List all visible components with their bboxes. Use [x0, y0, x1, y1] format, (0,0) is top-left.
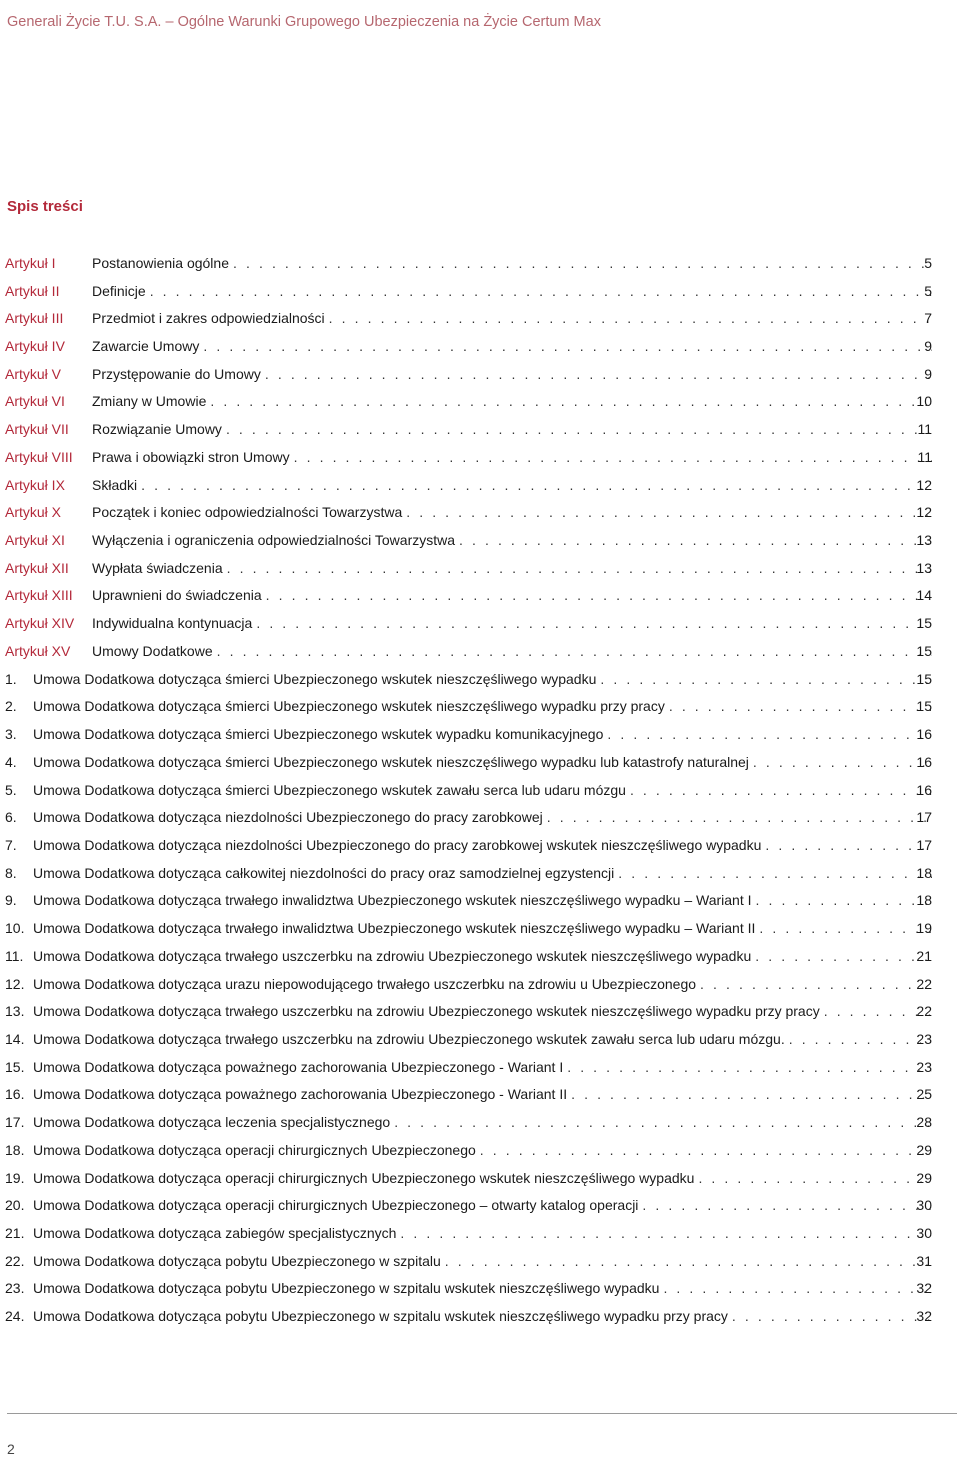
toc-entry-title: Indywidualna kontynuacja: [92, 615, 253, 632]
toc-entry-addendum[interactable]: [0, 1053, 960, 1081]
toc-title: Spis treści: [7, 198, 83, 215]
toc-entry-addendum[interactable]: [0, 859, 960, 887]
toc-entry-title: Umowa Dodatkowa dotycząca trwałego uszczerbku na zdrowiu Ubezpieczonego wskutek zawału serca lub udaru mózgu.: [33, 1031, 785, 1047]
toc-entry-line: [92, 587, 932, 603]
toc-entry-line: [33, 865, 932, 881]
toc-entry-page: 15: [916, 642, 932, 659]
toc-entry-label: Artykuł VI: [5, 393, 65, 410]
toc-entry-page: 15: [916, 670, 932, 687]
toc-dot-leader: [400, 1225, 932, 1241]
toc-entry-article[interactable]: [0, 415, 960, 443]
toc-entry-title: Umowa Dodatkowa dotycząca poważnego zachorowania Ubezpieczonego - Wariant I: [33, 1058, 564, 1075]
toc-dot-leader: [445, 1253, 932, 1269]
toc-entry-line: [33, 782, 932, 798]
toc-entry-line: [33, 1003, 932, 1019]
toc-entry-line: [92, 560, 932, 576]
toc-entry-label: 24.: [5, 1308, 25, 1325]
toc-dot-leader: [607, 726, 932, 742]
toc-dot-leader: [698, 1170, 932, 1186]
toc-entry-page: 12: [916, 504, 932, 521]
toc-entry-article[interactable]: [0, 360, 960, 388]
toc-entry-line: [92, 477, 932, 493]
toc-entry-title: Umowa Dodatkowa dotycząca operacji chirurgicznych Ubezpieczonego: [33, 1141, 476, 1158]
toc-entry-article[interactable]: [0, 609, 960, 637]
toc-dot-leader: [329, 310, 932, 326]
toc-entry-label: 3.: [5, 726, 17, 743]
toc-dot-leader: [265, 366, 932, 382]
toc-entry-label: Artykuł III: [5, 310, 64, 327]
toc-entry-label: Artykuł IX: [5, 476, 65, 493]
toc-entry-title: Przedmiot i zakres odpowiedzialności: [92, 310, 325, 327]
toc-entry-label: Artykuł XV: [5, 642, 71, 659]
toc-entry-addendum[interactable]: [0, 665, 960, 693]
toc-dot-leader: [203, 338, 932, 354]
toc-entry-label: 2.: [5, 698, 17, 715]
toc-entry-addendum[interactable]: [0, 1108, 960, 1136]
toc-entry-label: 22.: [5, 1252, 25, 1269]
toc-entry-title: Umowa Dodatkowa dotycząca śmierci Ubezpieczonego wskutek nieszczęśliwego wypadku lub katastrofy naturalnej: [33, 753, 749, 770]
toc-entry-page: 16: [916, 753, 932, 770]
toc-entry-title: Umowa Dodatkowa dotycząca leczenia specjalistycznego: [33, 1114, 391, 1131]
toc-entry-title: Zawarcie Umowy: [92, 338, 200, 354]
toc-entry-title: Umowa Dodatkowa dotycząca operacji chirurgicznych Ubezpieczonego – otwarty katalog operacji: [33, 1197, 639, 1214]
toc-entry-label: 19.: [5, 1169, 25, 1186]
toc-entry-article[interactable]: [0, 471, 960, 499]
toc-entry-article[interactable]: [0, 277, 960, 305]
toc-entry-addendum[interactable]: [0, 720, 960, 748]
toc-entry-page: 17: [916, 836, 932, 853]
toc-entry-label: 11.: [5, 947, 24, 964]
toc-entry-addendum[interactable]: [0, 831, 960, 859]
toc-entry-label: 20.: [5, 1197, 25, 1214]
toc-entry-label: 13.: [5, 1003, 25, 1020]
toc-entry-title: Postanowienia ogólne: [92, 254, 229, 271]
toc-entry-page: 16: [916, 781, 932, 798]
toc-entry-title: Składki: [92, 476, 138, 493]
toc-entry-page: 28: [916, 1114, 932, 1131]
toc-entry-line: [33, 1197, 932, 1213]
toc-entry-title: Umowa Dodatkowa dotycząca trwałego uszczerbku na zdrowiu Ubezpieczonego wskutek nieszczęśliwego wypadku: [33, 947, 752, 964]
toc-entry-page: 32: [916, 1280, 932, 1297]
toc-entry-label: Artykuł I: [5, 254, 56, 271]
toc-entry-line: [33, 1225, 932, 1241]
toc-entry-line: [92, 532, 932, 548]
toc-entry-page: 17: [916, 809, 932, 826]
toc-entry-line: [33, 671, 932, 687]
toc-dot-leader: [256, 615, 932, 631]
toc-entry-addendum[interactable]: [0, 1275, 960, 1303]
toc-entry-page: 13: [916, 532, 932, 549]
toc-entry-label: 7.: [5, 836, 17, 853]
toc-entry-label: 10.: [5, 920, 25, 937]
toc-entry-label: Artykuł IV: [5, 338, 65, 354]
toc-entry-label: Artykuł XI: [5, 532, 65, 549]
toc-entry-line: [92, 366, 932, 382]
toc-entry-page: 9: [924, 338, 932, 354]
toc-entry-title: Umowa Dodatkowa dotycząca urazu niepowodującego trwałego uszczerbku na zdrowiu u Ubezpieczonego: [33, 975, 697, 992]
toc-entry-line: [33, 1086, 932, 1102]
toc-dot-leader: [459, 532, 932, 548]
toc-entry-line: [33, 698, 932, 714]
toc-dot-leader: [226, 421, 932, 437]
toc-entry-article[interactable]: [0, 498, 960, 526]
toc-entry-article[interactable]: [0, 443, 960, 471]
toc-entry-label: Artykuł VII: [5, 421, 69, 438]
toc-dot-leader: [394, 1114, 932, 1130]
toc-entry-label: Artykuł X: [5, 504, 62, 521]
toc-entry-title: Umowa Dodatkowa dotycząca pobytu Ubezpieczonego w szpitalu wskutek nieszczęśliwego wypadku przy pracy: [33, 1308, 728, 1325]
toc-entry-line: [92, 421, 932, 437]
toc-entry-label: 23.: [5, 1280, 25, 1297]
toc-entry-page: 15: [916, 698, 932, 715]
toc-dot-leader: [547, 809, 932, 825]
toc-entry-line: [92, 283, 932, 299]
toc-entry-page: 21: [916, 947, 932, 964]
toc-entry-page: 29: [916, 1141, 932, 1158]
toc-entry-page: 18: [916, 864, 932, 881]
toc-entry-article[interactable]: [0, 388, 960, 416]
toc-entry-addendum[interactable]: [0, 997, 960, 1025]
toc-entry-page: 18: [916, 892, 932, 909]
toc-entry-addendum[interactable]: [0, 914, 960, 942]
toc-entry-line: [33, 726, 932, 742]
toc-entry-line: [33, 976, 932, 992]
toc-entry-line: [33, 1308, 932, 1324]
toc-entry-line: [33, 948, 932, 964]
toc-entry-page: 30: [916, 1197, 932, 1214]
toc-dot-leader: [150, 283, 932, 299]
toc-entry-label: 16.: [5, 1086, 25, 1103]
toc-entry-title: Umowa Dodatkowa dotycząca trwałego inwalidztwa Ubezpieczonego wskutek nieszczęśliwego wypadku – Wariant I: [33, 892, 752, 909]
toc-entry-article[interactable]: [0, 249, 960, 277]
toc-entry-title: Umowa Dodatkowa dotycząca zabiegów specjalistycznych: [33, 1225, 397, 1242]
toc-entry-label: Artykuł II: [5, 282, 60, 299]
toc-entry-title: Umowa Dodatkowa dotycząca poważnego zachorowania Ubezpieczonego - Wariant II: [33, 1086, 568, 1103]
toc-entry-label: Artykuł XIII: [5, 587, 73, 604]
toc-entry-line: [92, 393, 932, 409]
toc-entry-addendum[interactable]: [0, 693, 960, 721]
toc-dot-leader: [700, 976, 932, 992]
toc-entry-title: Umowa Dodatkowa dotycząca śmierci Ubezpieczonego wskutek wypadku komunikacyjnego: [33, 726, 604, 743]
toc-entry-title: Umowa Dodatkowa dotycząca śmierci Ubezpieczonego wskutek nieszczęśliwego wypadku: [33, 670, 597, 687]
toc-entry-label: Artykuł XIV: [5, 615, 75, 632]
toc-dot-leader: [732, 1308, 932, 1324]
toc-entry-title: Umowa Dodatkowa dotycząca śmierci Ubezpieczonego wskutek zawału serca lub udaru mózgu: [33, 781, 626, 798]
toc-entry-page: 16: [916, 726, 932, 743]
toc-entry-page: 23: [916, 1058, 932, 1075]
toc-entry-title: Wyłączenia i ograniczenia odpowiedzialności Towarzystwa: [92, 532, 456, 549]
toc-entry-label: 12.: [5, 975, 25, 992]
toc-entry-label: 1.: [5, 670, 17, 687]
toc-entry-line: [33, 1059, 932, 1075]
toc-entry-page: 25: [916, 1086, 932, 1103]
toc-entry-addendum[interactable]: [0, 1136, 960, 1164]
toc-entry-title: Umowa Dodatkowa dotycząca pobytu Ubezpieczonego w szpitalu: [33, 1252, 441, 1269]
toc-entry-line: [33, 1031, 932, 1047]
toc-entry-addendum[interactable]: [0, 942, 960, 970]
toc-entry-label: 5.: [5, 781, 17, 798]
toc-entry-page: 30: [916, 1225, 932, 1242]
toc-entry-addendum[interactable]: [0, 970, 960, 998]
toc-entry-page: 10: [916, 393, 932, 410]
toc-entry-line: [33, 920, 932, 936]
toc-entry-line: [33, 892, 932, 908]
toc-dot-leader: [600, 671, 932, 687]
toc-entry-label: 15.: [5, 1058, 25, 1075]
toc-entry-line: [92, 615, 932, 631]
toc-entry-page: 19: [916, 920, 932, 937]
toc-entry-addendum[interactable]: [0, 1302, 960, 1330]
toc-entry-line: [33, 1280, 932, 1296]
toc-entry-title: Początek i koniec odpowiedzialności Towarzystwa: [92, 504, 403, 521]
toc-dot-leader: [756, 892, 933, 908]
toc-entry-label: 6.: [5, 809, 17, 826]
toc-entry-article[interactable]: [0, 304, 960, 332]
toc-entry-title: Uprawnieni do świadczenia: [92, 587, 262, 604]
toc-entry-title: Umowa Dodatkowa dotycząca niezdolności Ubezpieczonego do pracy zarobkowej wskutek nieszczęśliwego wypadku: [33, 836, 762, 853]
toc-entry-label: Artykuł V: [5, 365, 62, 382]
toc-dot-leader: [759, 920, 932, 936]
toc-dot-leader: [669, 698, 932, 714]
toc-entry-title: Zmiany w Umowie: [92, 393, 207, 410]
toc-entry-line: [33, 754, 932, 770]
toc-entry-title: Rozwiązanie Umowy: [92, 421, 222, 438]
toc-dot-leader: [406, 504, 932, 520]
page-number: 2: [7, 1441, 15, 1457]
toc-dot-leader: [789, 1031, 932, 1047]
toc-dot-leader: [753, 754, 932, 770]
toc-entry-label: 8.: [5, 864, 17, 881]
toc-entry-addendum[interactable]: [0, 887, 960, 915]
toc-dot-leader: [567, 1059, 932, 1075]
toc-entry-line: [33, 1114, 932, 1130]
toc-dot-leader: [571, 1086, 932, 1102]
toc-dot-leader: [480, 1142, 932, 1158]
toc-entry-label: Artykuł VIII: [5, 448, 73, 465]
toc-entry-label: 14.: [5, 1031, 25, 1047]
toc-entry-title: Umowa Dodatkowa dotycząca niezdolności Ubezpieczonego do pracy zarobkowej: [33, 809, 543, 826]
toc-entry-page: 15: [916, 615, 932, 632]
toc-entry-page: 12: [916, 476, 932, 493]
toc-entry-page: 7: [924, 310, 932, 327]
toc-entry-line: [92, 504, 932, 520]
toc-entry-page: 5: [924, 254, 932, 271]
toc-entry-title: Umowa Dodatkowa dotycząca pobytu Ubezpieczonego w szpitalu wskutek nieszczęśliwego wypadku: [33, 1280, 660, 1297]
toc-entry-article[interactable]: [0, 582, 960, 610]
toc-dot-leader: [642, 1197, 932, 1213]
toc-entry-title: Definicje: [92, 282, 146, 299]
toc-entry-addendum[interactable]: [0, 1081, 960, 1109]
toc-entry-line: [92, 643, 932, 659]
toc-entry-page: 9: [924, 365, 932, 382]
toc-entry-page: 22: [916, 1003, 932, 1020]
toc-entry-line: [92, 449, 932, 465]
toc-entry-article[interactable]: [0, 637, 960, 665]
toc-dot-leader: [663, 1280, 932, 1296]
toc-entry-title: Umowa Dodatkowa dotycząca całkowitej niezdolności do pracy oraz samodzielnej egzystencji: [33, 864, 615, 881]
toc-entry-title: Wypłata świadczenia: [92, 559, 223, 576]
footer-divider: [7, 1413, 957, 1414]
toc-entry-title: Umowy Dodatkowe: [92, 642, 213, 659]
toc-entry-page: 32: [916, 1308, 932, 1325]
toc-dot-leader: [233, 255, 932, 271]
toc-dot-leader: [227, 560, 932, 576]
toc-entry-addendum[interactable]: [0, 1191, 960, 1219]
toc-entry-label: 21.: [5, 1225, 25, 1242]
toc-entry-article[interactable]: [0, 554, 960, 582]
toc-entry-addendum[interactable]: [0, 1247, 960, 1275]
toc-entry-addendum[interactable]: [0, 748, 960, 776]
toc-dot-leader: [630, 782, 932, 798]
toc-dot-leader: [294, 449, 932, 465]
toc-entry-article[interactable]: [0, 332, 960, 360]
toc-entry-label: 18.: [5, 1141, 25, 1158]
toc-entry-page: 11: [917, 448, 932, 465]
toc-dot-leader: [217, 643, 932, 659]
toc-dot-leader: [266, 587, 932, 603]
toc-entry-article[interactable]: [0, 526, 960, 554]
toc-entry-page: 14: [916, 587, 932, 604]
toc-entry-addendum[interactable]: [0, 803, 960, 831]
toc-entry-label: 17.: [5, 1114, 25, 1131]
toc-entry-addendum[interactable]: [0, 1025, 960, 1053]
toc-dot-leader: [618, 865, 932, 881]
toc-entry-title: Prawa i obowiązki stron Umowy: [92, 448, 290, 465]
toc-entry-line: [33, 809, 932, 825]
toc-entry-page: 22: [916, 975, 932, 992]
toc-dot-leader: [141, 477, 932, 493]
toc-entry-line: [33, 837, 932, 853]
toc-dot-leader: [755, 948, 932, 964]
toc-entry-line: [33, 1142, 932, 1158]
toc-entry-line: [33, 1170, 932, 1186]
toc-entry-page: 11: [917, 421, 932, 438]
toc-entry-addendum[interactable]: [0, 1164, 960, 1192]
toc-entry-page: 5: [924, 282, 932, 299]
toc-entry-title: Umowa Dodatkowa dotycząca śmierci Ubezpieczonego wskutek nieszczęśliwego wypadku przy pracy: [33, 698, 665, 715]
toc-entry-page: 13: [916, 559, 932, 576]
toc-entry-line: [92, 310, 932, 326]
toc-entry-title: Umowa Dodatkowa dotycząca trwałego inwalidztwa Ubezpieczonego wskutek nieszczęśliwego wypadku – Wariant II: [33, 920, 756, 937]
toc-entry-page: 29: [916, 1169, 932, 1186]
toc-entry-page: 31: [916, 1252, 932, 1269]
toc-entry-line: [33, 1253, 932, 1269]
toc-entry-line: [92, 338, 932, 354]
toc-entry-addendum[interactable]: [0, 776, 960, 804]
toc-entry-label: Artykuł XII: [5, 559, 69, 576]
toc-entry-page: 23: [916, 1031, 932, 1047]
toc-dot-leader: [765, 837, 932, 853]
toc-entry-label: 4.: [5, 753, 17, 770]
toc-entry-title: Umowa Dodatkowa dotycząca trwałego uszczerbku na zdrowiu Ubezpieczonego wskutek nieszczęśliwego wypadku przy pracy: [33, 1003, 820, 1020]
toc-entry-addendum[interactable]: [0, 1219, 960, 1247]
toc-entry-line: [92, 255, 932, 271]
document-header: Generali Życie T.U. S.A. – Ogólne Warunki Grupowego Ubezpieczenia na Życie Certum Max: [7, 14, 601, 30]
toc-entry-title: Umowa Dodatkowa dotycząca operacji chirurgicznych Ubezpieczonego wskutek nieszczęśliwego wypadku: [33, 1169, 695, 1186]
toc-entry-title: Przystępowanie do Umowy: [92, 365, 261, 382]
toc-entry-label: 9.: [5, 892, 17, 909]
toc-dot-leader: [210, 393, 932, 409]
